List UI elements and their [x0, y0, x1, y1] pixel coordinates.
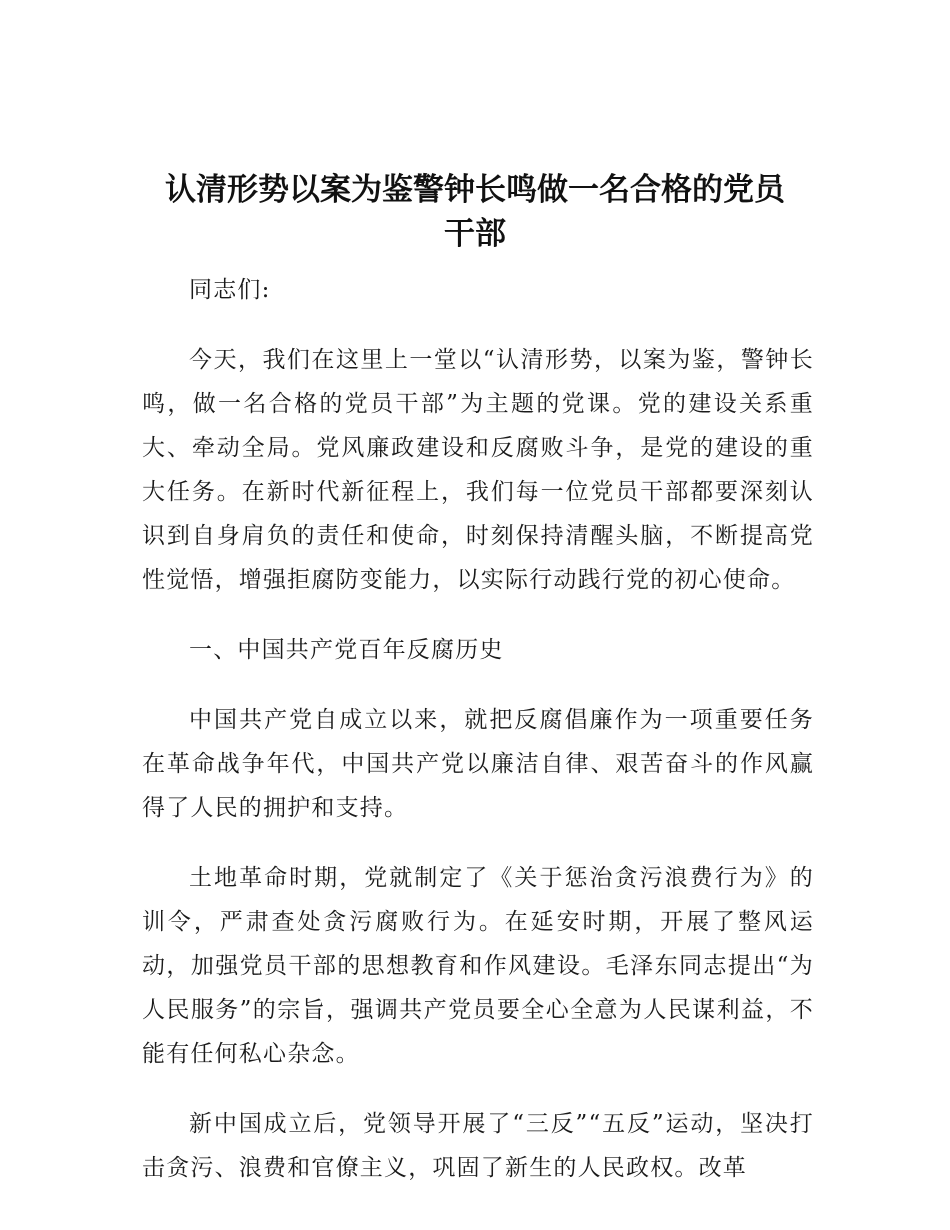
paragraph-intro: 今天，我们在这里上一堂以“认清形势，以案为鉴，警钟长鸣，做一名合格的党员干部”为主题的党课。党的建设关系重大、牵动全局。党风廉政建设和反腐败斗争，是党的建设的重大任务。在新时代新征程上，我们每一位党员干部都要深刻认识到自身肩负的责任和使命，时刻保持清醒头脑，不断提高党性觉悟，增强拒腐防变能力，以实际行动践行党的初心使命。 [142, 347, 814, 593]
title-line-2: 干部 [444, 216, 506, 252]
title-line-1: 认清形势以案为鉴警钟长鸣做一名合格的党员 [165, 172, 785, 208]
salutation: 同志们: [189, 277, 271, 303]
section-heading-1: 一、中国共产党百年反腐历史 [189, 637, 504, 663]
paragraph-history-intro: 中国共产党自成立以来，就把反腐倡廉作为一项重要任务在革命战争年代，中国共产党以廉洁自律、艰苦奋斗的作风赢得了人民的拥护和支持。 [142, 707, 814, 821]
document-body [142, 268, 814, 1216]
paragraph-new-china: 新中国成立后，党领导开展了“三反”“五反”运动，坚决打击贪污、浪费和官僚主义，巩固了新生的人民政权。改革 [142, 1111, 814, 1181]
paragraph-land-revolution: 土地革命时期，党就制定了《关于惩治贪污浪费行为》的训令，严肃查处贪污腐败行为。在延安时期，开展了整风运动，加强党员干部的思想教育和作风建设。毛泽东同志提出“为人民服务”的宗旨，强调共产党员要全心全意为人民谋利益，不能有任何私心杂念。 [142, 865, 814, 1067]
document-title [100, 168, 850, 256]
